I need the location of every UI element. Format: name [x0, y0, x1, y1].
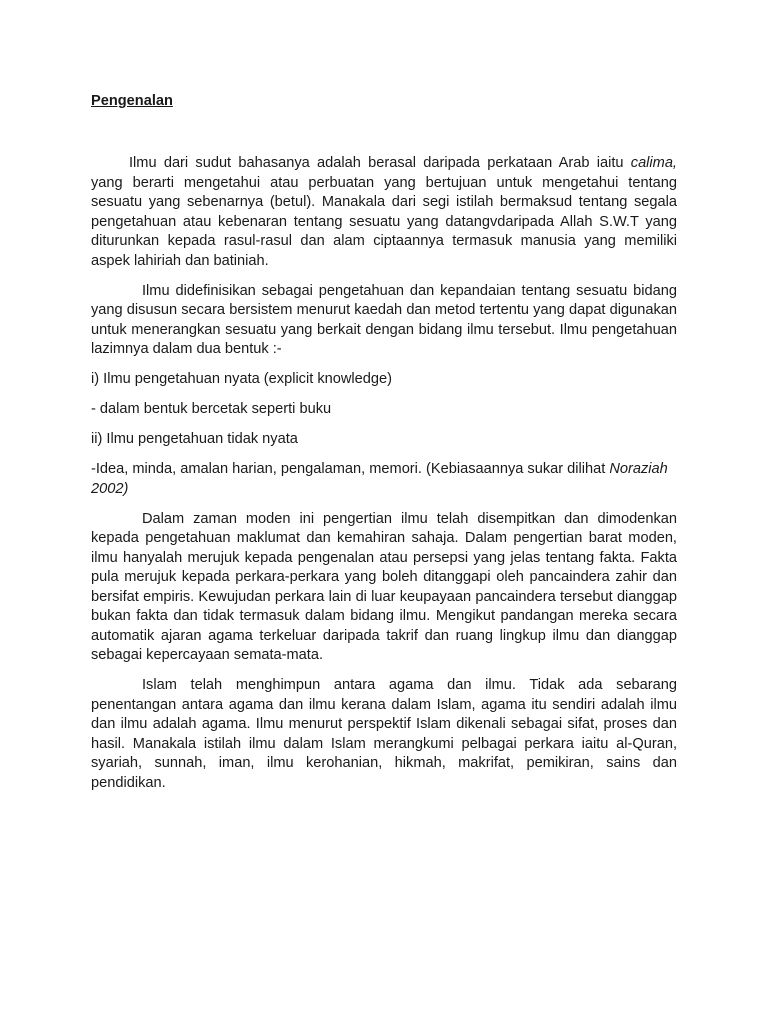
- paragraph-modern-view: Dalam zaman moden ini pengertian ilmu telah disempitkan dan dimodenkan kepada pengetahuan maklumat dan kemahiran sahaja. Dalam pengertian barat moden, ilmu hanyalah merujuk kepada pengenalan atau persepsi yang jelas tentang fakta. Fakta pula merujuk kepada perkara-perkara yang boleh ditanggapi oleh pancaindera zahir dan bersifat empiris. Kewujudan perkara lain di luar keupayaan pancaindera tersebut dianggap bukan fakta dan tidak termasuk dalam bidang ilmu. Mengikut pandangan mereka secara automatik ajaran agama terkeluar daripada takrif dan ruang lingkup ilmu dan dianggap sebagai kepercayaan semata-mata.: [91, 510, 677, 663]
- paragraph-text: Ilmu dari sudut bahasanya adalah berasal daripada perkataan Arab iaitu: [129, 155, 631, 171]
- list-item-tacit-desc: [91, 460, 677, 499]
- citation: Noraziah 2002): [91, 461, 668, 497]
- list-item-explicit-desc: - dalam bentuk bercetak seperti buku: [91, 401, 332, 417]
- paragraph-definition-language: [91, 154, 677, 271]
- italic-term: calima,: [630, 155, 677, 171]
- document-body: [91, 92, 677, 804]
- list-item-tacit: ii) Ilmu pengetahuan tidak nyata: [91, 431, 298, 447]
- paragraph-text: yang berarti mengetahui atau perbuatan yang bertujuan untuk mengetahui tentang sesuatu yang sebenarnya (betul). Manakala dari segi istilah bermaksud tentang segala pengetahuan atau kebenaran tentang sesuatu yang datangvdaripada Allah S.W.T yang diturunkan kepada rasul-rasul dan alam ciptaannya termasuk manusia yang memiliki aspek lahiriah dan batiniah.: [91, 174, 677, 269]
- paragraph-islamic-view: Islam telah menghimpun antara agama dan ilmu. Tidak ada sebarang penentangan antara agama dan ilmu kerana dalam Islam, agama itu sendiri adalah ilmu dan ilmu adalah agama. Ilmu menurut perspektif Islam dikenali sebagai sifat, proses dan hasil. Manakala istilah ilmu dalam Islam merangkumi pelbagai perkara iaitu al-Quran, syariah, sunnah, iman, ilmu kerohanian, hikmah, makrifat, pemikiran, sains dan pendidikan.: [91, 677, 677, 791]
- section-heading: Pengenalan: [91, 93, 173, 109]
- list-item-explicit: i) Ilmu pengetahuan nyata (explicit knowledge): [91, 371, 392, 387]
- paragraph-text: -Idea, minda, amalan harian, pengalaman, memori. (Kebiasaannya sukar dilihat: [91, 461, 610, 477]
- paragraph-definition-knowledge: Ilmu didefinisikan sebagai pengetahuan dan kepandaian tentang sesuatu bidang yang disusun secara bersistem menurut kaedah dan metod tertentu yang dapat digunakan untuk menerangkan sesuatu yang berkait dengan bidang ilmu tersebut. Ilmu pengetahuan lazimnya dalam dua bentuk :-: [91, 282, 677, 357]
